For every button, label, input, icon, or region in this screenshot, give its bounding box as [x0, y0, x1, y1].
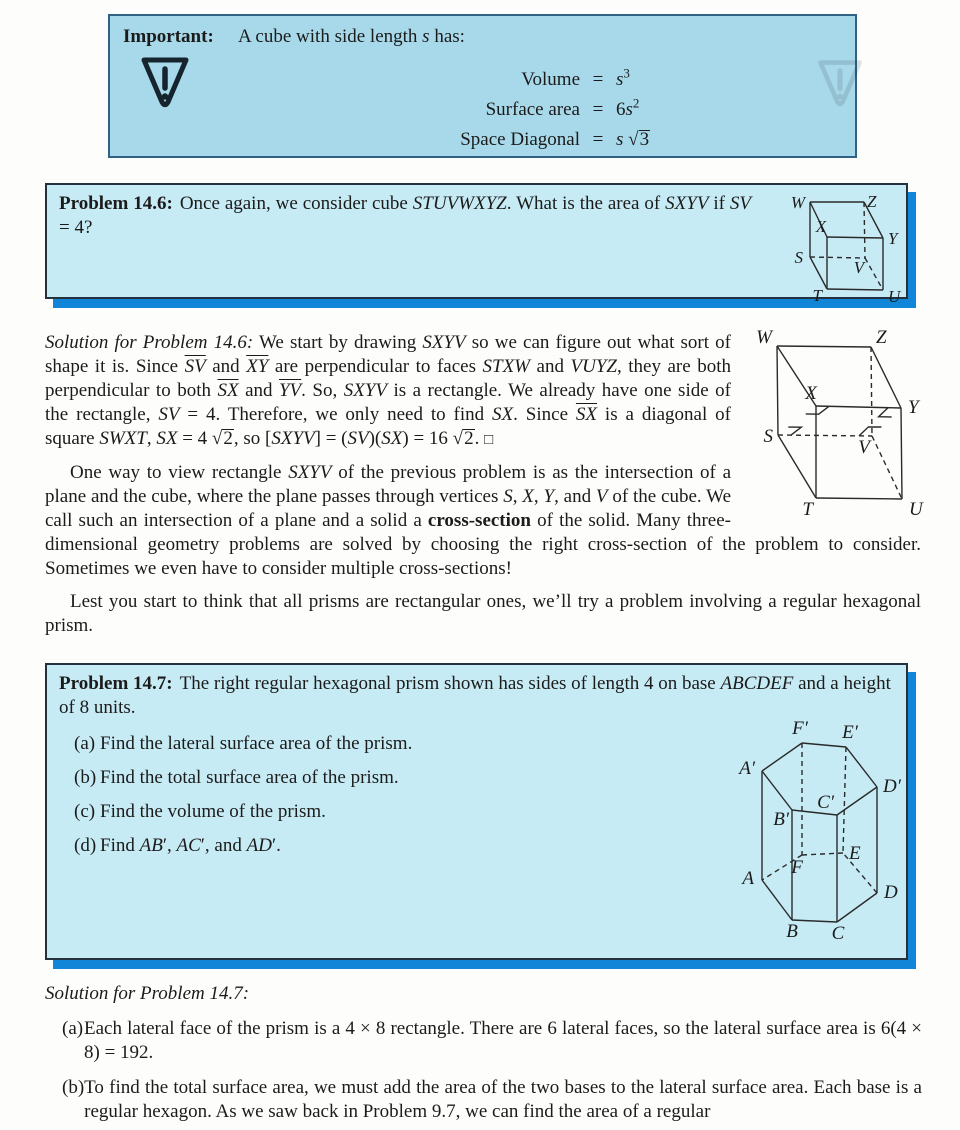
hexagonal-prism-intro-paragraph: Lest you start to think that all prisms are rectangular ones, we’ll try a problem involving a regular hexagonal prism. [45, 591, 921, 636]
vertex-label-Z: Z [876, 327, 887, 348]
problem-14-6-title: Problem 14.6: [59, 193, 173, 214]
problem-14-6-body: Once again, we consider cube STUVWXYZ. What is the area of SXYV if SV = 4? [59, 193, 752, 238]
solution-14-6-section [45, 327, 923, 638]
vertex-label-V: V [858, 437, 870, 458]
solution-item-b [45, 1076, 922, 1124]
vertex-label-W: W [790, 193, 805, 212]
right-angle-mark-V [859, 427, 881, 436]
important-label: Important: [123, 26, 214, 47]
vertex-label-B: B [786, 921, 798, 942]
solution-14-6-body: We start by drawing SXYV so we can figure out what sort of shape it is. Since $\overline{SV}$ and $\overline{XY}$ are perpendicular to faces STXW and VUYZ, they are both perpendicular to both $\overline{SX}$ and $\overline{YV}$. So, SXYV is a rectangle. We already have one side of the rectangle, SV = 4. Therefore, we only need to find SX. Since $\overline{SX}$ is a diagonal of square SWXT, SX = 4 √2, so [SXYV] = (SV)(SX) = 16 √2. □ [45, 332, 732, 449]
right-angle-mark-S [788, 427, 801, 435]
vertex-label-A: A [742, 868, 754, 889]
item-text: Find the total surface area of the prism. [100, 767, 399, 788]
formula-value: $6s^2$ [616, 95, 640, 120]
solution-14-7-lead: Solution for Problem 14.7: [45, 983, 250, 1004]
problem-14-7-title: Problem 14.7: [59, 673, 173, 694]
vertex-label-F: F [791, 857, 803, 878]
warning-exclamation-triangle-icon [137, 53, 193, 111]
warning-icon-ghost-bleedthrough [814, 56, 866, 110]
cube-diagram-solution-14-6 [756, 327, 923, 520]
important-box [108, 14, 857, 158]
formula-label: Volume [521, 69, 580, 90]
vertex-label-V: V [853, 258, 865, 277]
equals-sign: = [592, 129, 604, 150]
formula-label: Surface area [485, 99, 580, 120]
vertex-label-U: U [909, 499, 923, 520]
right-angle-mark-Y [879, 408, 892, 417]
vertex-label-S: S [763, 426, 773, 447]
vertex-label-E-prime: E′ [842, 722, 858, 743]
problem-14-6-statement [59, 192, 751, 240]
cross-section-paragraph: One way to view rectangle SXYV of the previous problem is as the intersection of a plane and the cube, where the plane passes through vertices S, X, Y, and V of the cube. We call such an intersection of a plane and a solid a cross-section of the solid. Many three-dimensional geometry problems are solved by choosing the right cross-section of the problem to consider. Sometimes we even have to consider multiple cross-sections! [45, 462, 921, 579]
problem-box-14-6 [45, 183, 908, 306]
cube-diagram-solution-14-6-wrap [743, 327, 923, 520]
item-marker: (a) [74, 733, 96, 754]
formula-volume [250, 65, 820, 98]
equals-sign: = [592, 99, 604, 120]
item-marker: (c) [74, 801, 96, 822]
vertex-label-Y: Y [888, 229, 898, 248]
item-text: Find the volume of the prism. [100, 801, 326, 822]
formula-value: $s^3$ [616, 65, 630, 90]
item-text: Find the lateral surface area of the prism. [100, 733, 413, 754]
important-intro-text: A cube with side length s has: [238, 26, 465, 47]
vertex-label-C-prime: C′ [817, 792, 834, 813]
problem-14-7-body: The right regular hexagonal prism shown has sides of length 4 on base ABCDEF and a height of 8 units. [59, 673, 891, 718]
solution-14-7-lead-line [45, 982, 922, 1006]
vertex-label-E: E [849, 843, 861, 864]
vertex-label-X: X [805, 383, 817, 404]
formula-surface-area [250, 95, 820, 128]
vertex-label-T: T [802, 499, 813, 520]
formula-value: s √3 [616, 129, 650, 150]
solution-14-7-section [45, 982, 922, 1124]
vertex-label-Y: Y [908, 397, 919, 418]
vertex-label-B-prime: B′ [773, 809, 789, 830]
vertex-label-C: C [831, 923, 845, 944]
hexagonal-prism-diagram [739, 703, 905, 953]
vertex-label-U: U [888, 287, 901, 306]
vertex-label-F-prime: F′ [792, 718, 808, 739]
item-marker: (a) [62, 1018, 84, 1039]
item-text: To find the total surface area, we must add the area of the two bases to the lateral surface area. Each base is a regular hexagon. As we saw back in Problem 9.7, we can find the area of a regular [84, 1077, 922, 1122]
problem-box-14-7 [45, 663, 908, 960]
vertex-label-T: T [812, 286, 822, 305]
vertex-label-X: X [815, 217, 827, 236]
item-marker: (d) [74, 835, 97, 856]
cube-formula-list [250, 65, 820, 158]
cube-diagram-problem-14-6 [765, 187, 920, 305]
item-marker: (b) [62, 1077, 85, 1098]
vertex-label-Z: Z [867, 192, 877, 211]
vertex-label-W: W [756, 327, 772, 348]
solution-item-a [45, 1017, 922, 1065]
item-marker: (b) [74, 767, 97, 788]
equals-sign: = [592, 69, 604, 90]
right-angle-mark-X [806, 406, 829, 414]
item-text: Each lateral face of the prism is a 4 × 8 rectangle. There are 6 lateral faces, so the lateral surface area is 6(4 × 8) = 192. [84, 1018, 922, 1063]
formula-space-diagonal [250, 128, 820, 158]
vertex-label-S: S [794, 248, 803, 267]
vertex-label-D: D [884, 882, 898, 903]
item-text: Find AB′, AC′, and AD′. [100, 835, 281, 856]
vertex-label-D-prime: D′ [883, 776, 901, 797]
solution-14-6-lead: Solution for Problem 14.6: [45, 332, 254, 353]
vertex-label-A-prime: A′ [739, 758, 755, 779]
formula-label: Space Diagonal [460, 129, 580, 150]
